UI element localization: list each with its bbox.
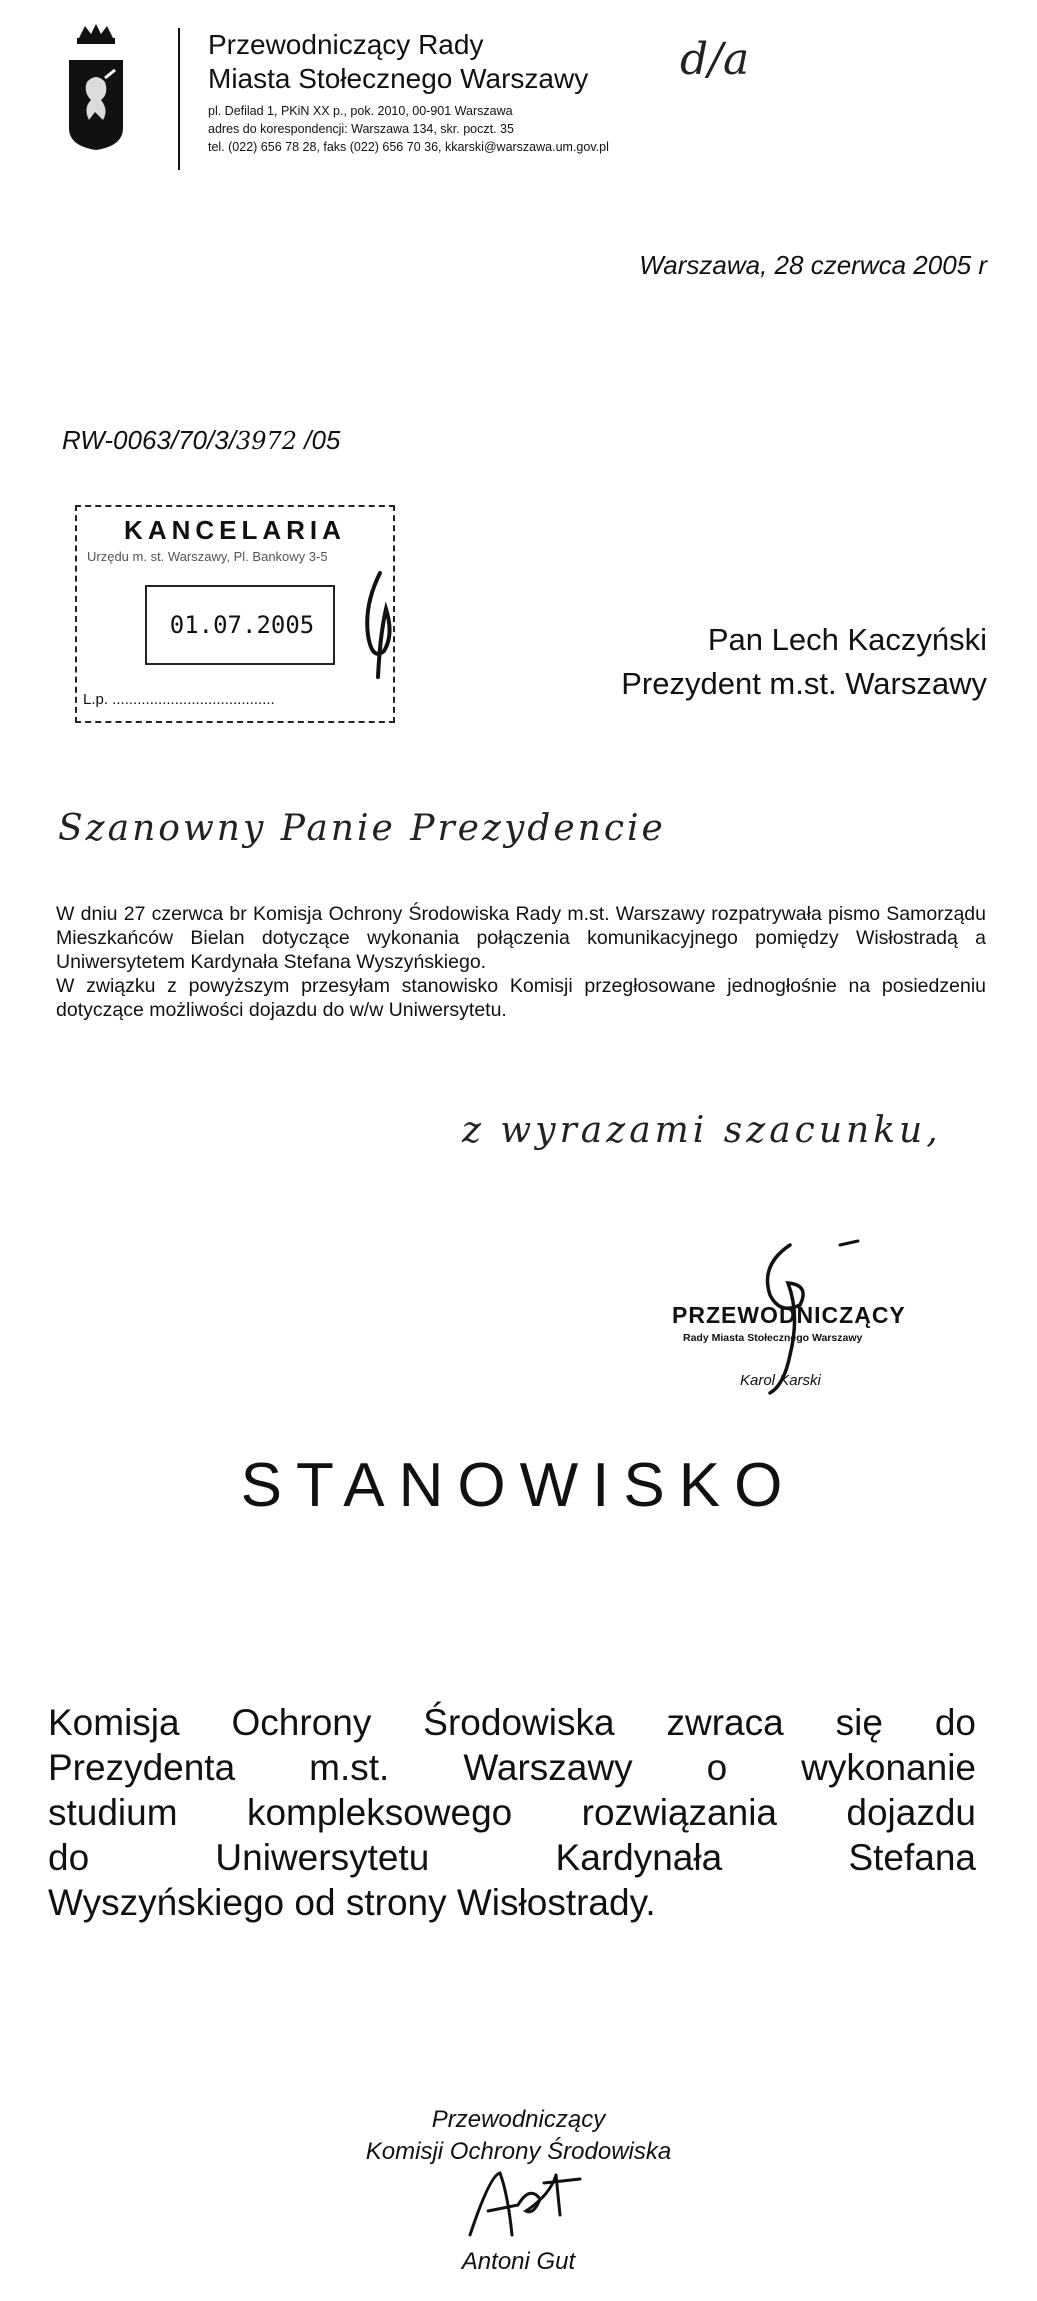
kancelaria-stamp <box>75 505 397 727</box>
stamp-date: 01.07.2005 <box>169 611 315 639</box>
letter-date: Warszawa, 28 czerwca 2005 r <box>639 250 987 280</box>
recipient-title: Prezydent m.st. Warszawy <box>621 666 987 701</box>
statement-line: do Uniwersytetu Kardynała Stefana <box>48 1837 976 1878</box>
letterhead-divider <box>178 28 180 170</box>
letterhead-title-line1: Przewodniczący Rady <box>208 29 484 60</box>
committee-name: Komisji Ochrony Środowiska <box>365 2138 672 2165</box>
handwritten-salutation: Szanowny Panie Prezydencie <box>58 808 666 849</box>
statement-line: Prezydenta m.st. Warszawy o wykonanie <box>48 1747 976 1788</box>
letter-body <box>56 902 986 1022</box>
warsaw-crest-icon <box>65 20 127 152</box>
committee-chair-title: Przewodniczący <box>431 2106 606 2133</box>
chairman-subtitle: Rady Miasta Stołecznego Warszawy <box>683 1332 863 1344</box>
handwritten-mark: d/a <box>680 34 750 85</box>
reference-prefix: RW-0063/70/3/ <box>62 425 236 455</box>
letterhead-contact: tel. (022) 656 78 28, faks (022) 656 70 36, kkarski@warszawa.um.gov.pl <box>208 140 609 154</box>
letter-paragraph-2: W związku z powyższym przesyłam stanowisko Komisji przegłosowane jednogłośnie na posiedzeniu dotyczące możliwości dojazdu do w/w Uniwersytetu. <box>56 975 986 1021</box>
statement-line: Komisja Ochrony Środowiska zwraca się do <box>48 1702 976 1743</box>
handwritten-closing: z wyrazami szacunku, <box>462 1110 942 1151</box>
reference-number <box>62 425 340 456</box>
reference-suffix: /05 <box>297 425 341 455</box>
statement-line: studium kompleksowego rozwiązania dojazdu <box>48 1792 976 1833</box>
committee-chair-name: Antoni Gut <box>461 2248 576 2275</box>
letter-paragraph-1: W dniu 27 czerwca br Komisja Ochrony Środowiska Rady m.st. Warszawy rozpatrywała pismo Samorządu Mieszkańców Bielan dotyczące wykonania połączenia komunikacyjnego pomiędzy Wisłostradą a Uniwersytetem Kardynała Stefana Wyszyńskiego. <box>56 903 986 973</box>
stamp-initials-signature <box>350 565 400 685</box>
chairman-title: PRZEWODNICZĄCY <box>672 1302 906 1328</box>
statement-line: Wyszyńskiego od strony Wisłostrady. <box>48 1882 656 1923</box>
committee-chair-signature <box>460 2155 590 2250</box>
stamp-address: Urzędu m. st. Warszawy, Pl. Bankowy 3-5 <box>87 549 328 564</box>
document-heading: STANOWISKO <box>240 1451 797 1520</box>
recipient-name: Pan Lech Kaczyński <box>707 622 987 657</box>
letterhead-correspondence: adres do korespondencji: Warszawa 134, skr. poczt. 35 <box>208 122 514 136</box>
reference-handwritten-number: 3972 <box>235 427 298 455</box>
chairman-name: Karol Karski <box>740 1372 821 1389</box>
stamp-lp: L.p. ....................................... <box>83 691 275 708</box>
statement-text <box>48 1700 976 1925</box>
recipient-block <box>621 618 987 706</box>
letterhead-address: pl. Defilad 1, PKiN XX p., pok. 2010, 00-901 Warszawa <box>208 104 513 118</box>
stamp-date-box <box>145 585 335 665</box>
stamp-title: KANCELARIA <box>124 515 346 545</box>
letterhead-title-line2: Miasta Stołecznego Warszawy <box>208 63 589 94</box>
